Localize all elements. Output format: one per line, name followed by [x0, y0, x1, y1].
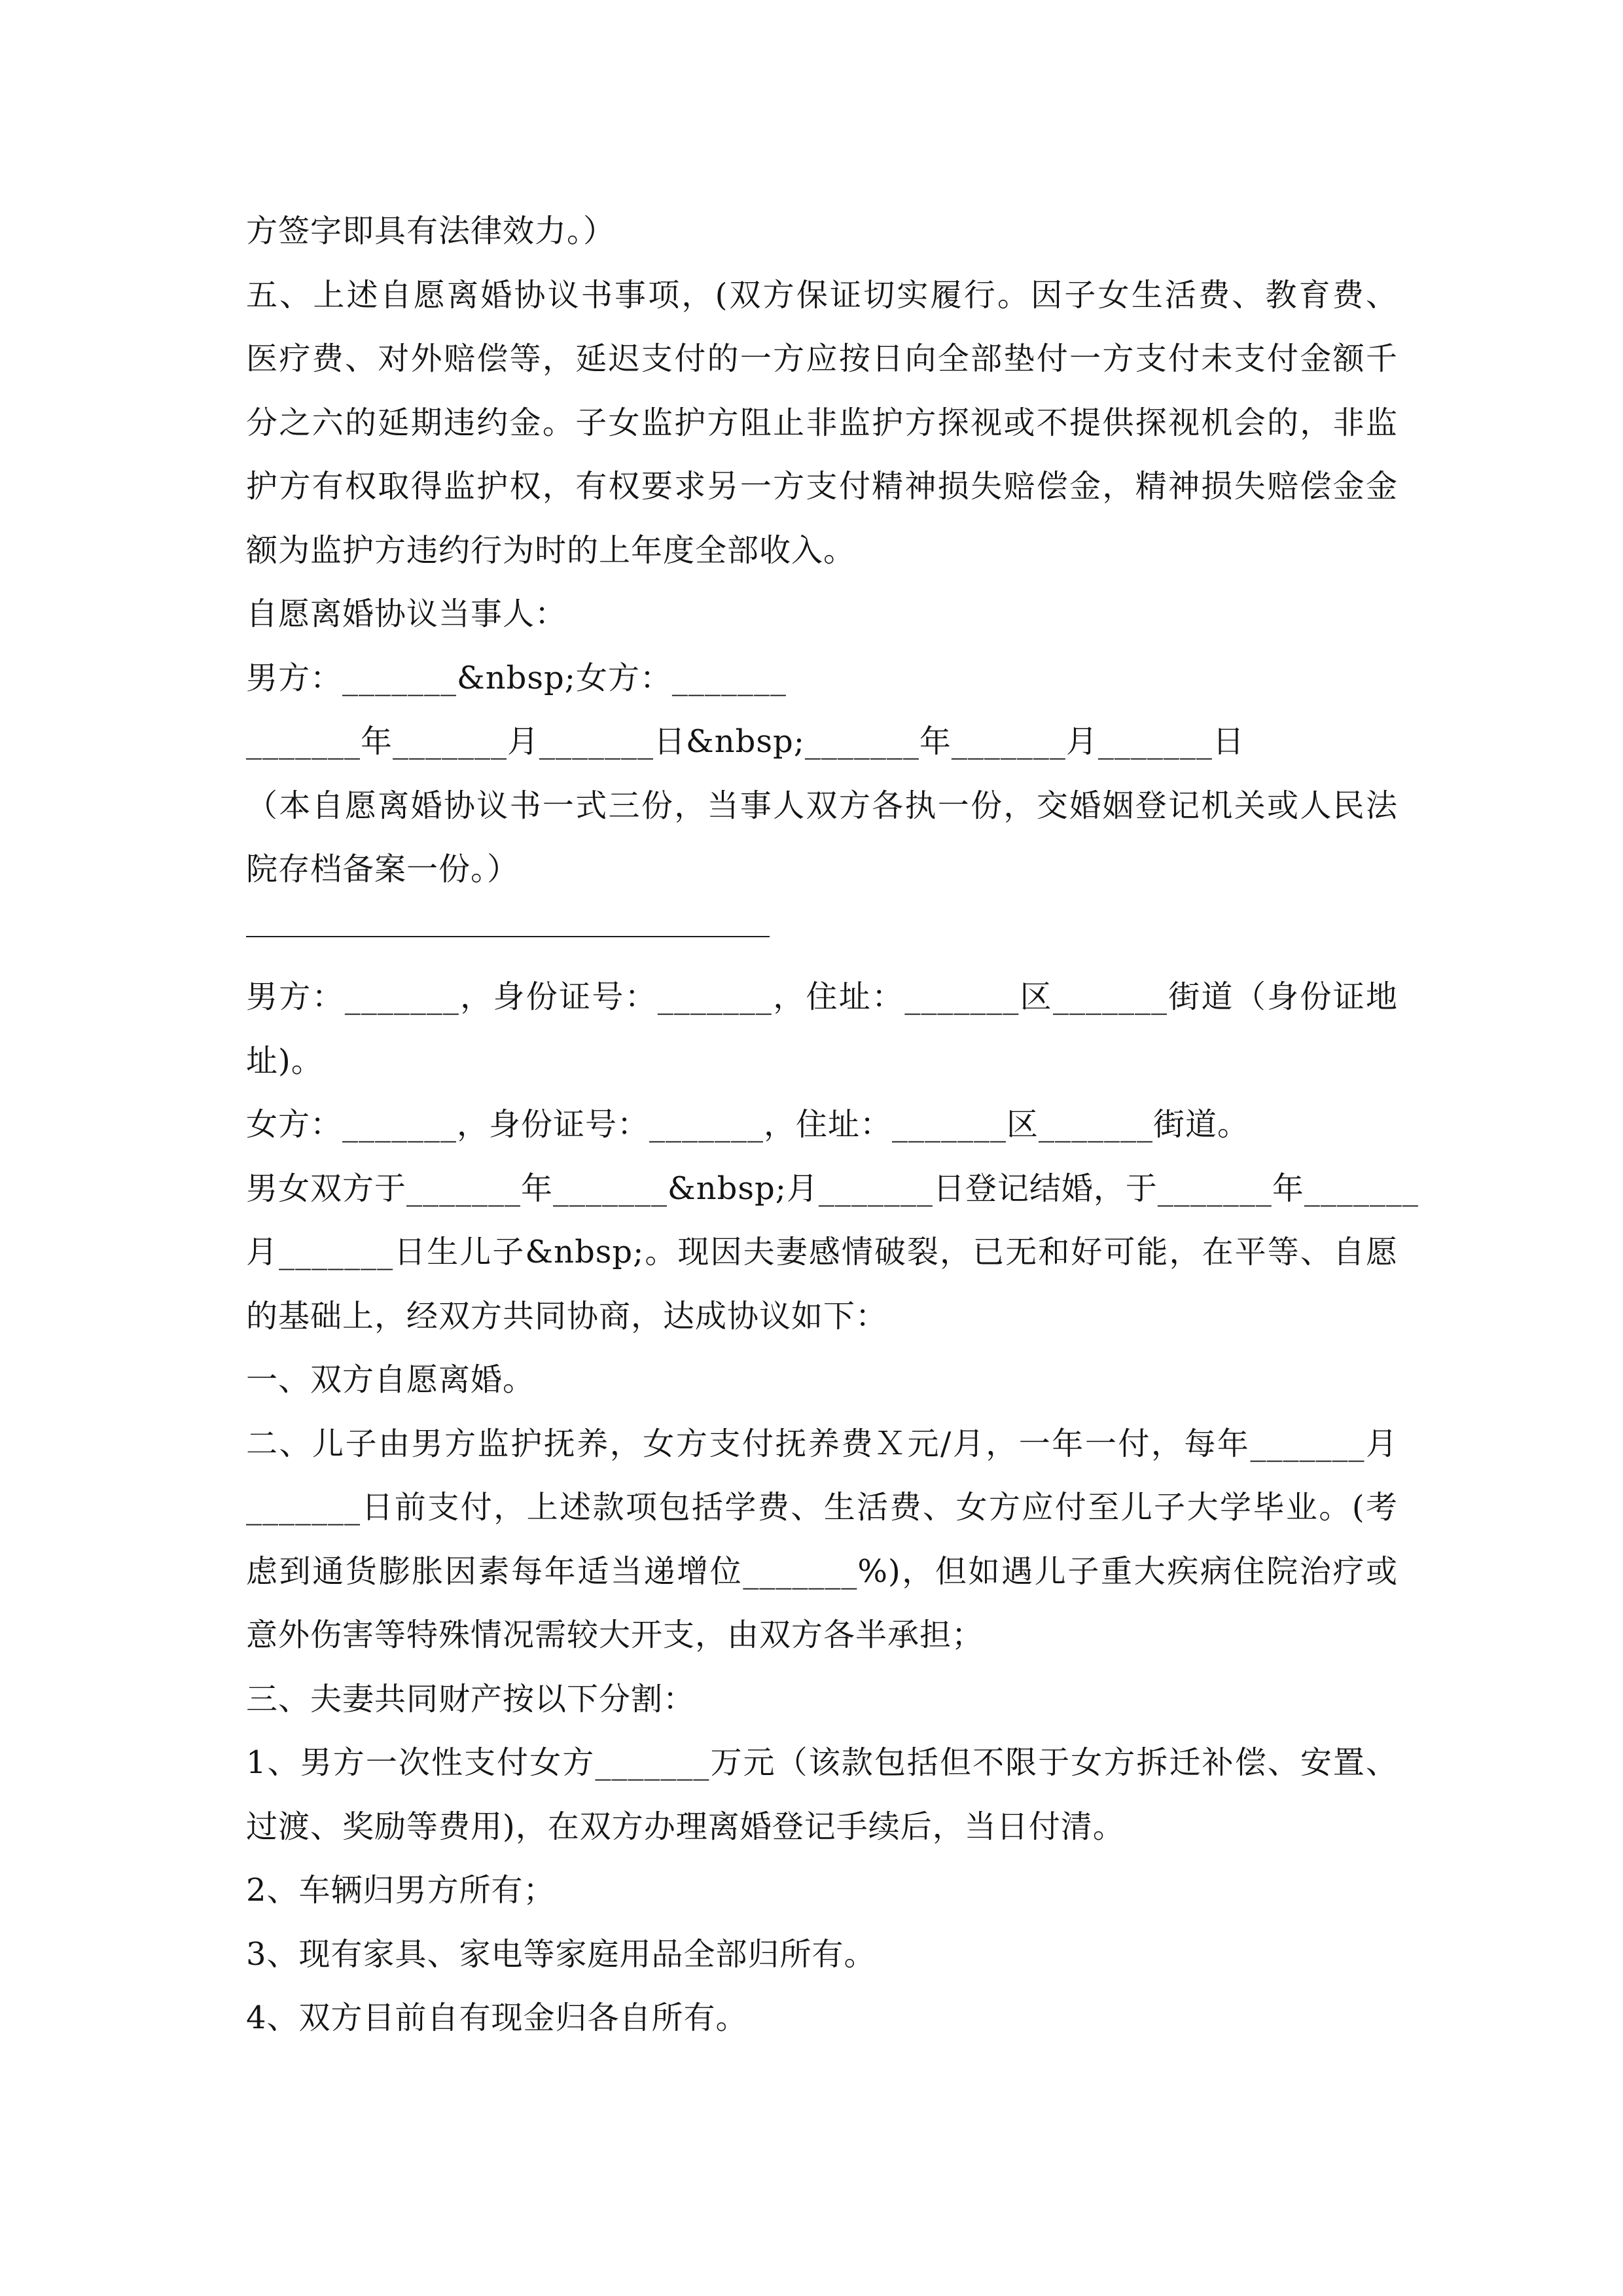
text-line: 址)。	[246, 1042, 323, 1079]
text-line: 过渡、奖励等费用)，在双方办理离婚登记手续后，当日付清。	[246, 1808, 1125, 1845]
text-line: 男女双方于_______年_______&nbsp;月_______日登记结婚，于_______年_______	[246, 1170, 1419, 1207]
text-line: 意外伤害等特殊情况需较大开支，由双方各半承担；	[246, 1617, 984, 1653]
text-line: 自愿离婚协议当事人：	[246, 596, 567, 632]
text-line: 五、上述自愿离婚协议书事项，(双方保证切实履行。因子女生活费、教育费、	[246, 276, 1398, 314]
text-line: 2、车辆归男方所有；	[246, 1872, 556, 1909]
text-line: 3、现有家具、家电等家庭用品全部归所有。	[246, 1935, 876, 1973]
text-line: （本自愿离婚协议书一式三份，当事人双方各执一份，交婚姻登记机关或人民法	[246, 787, 1398, 824]
text-line: 护方有权取得监护权，有权要求另一方支付精神损失赔偿金，精神损失赔偿金金	[246, 468, 1398, 505]
text-line: 月_______日生儿子&nbsp;。现因夫妻感情破裂，已无和好可能，在平等、自愿	[246, 1234, 1398, 1270]
text-line: _______年_______月_______日&nbsp;_______年_______月_______日	[246, 723, 1245, 760]
text-line: 额为监护方违约行为时的上年度全部收入。	[246, 531, 856, 569]
text-line: 的基础上，经双方共同协商，达成协议如下：	[246, 1297, 888, 1335]
text-line: 女方：_______，身份证号：_______，住址：_______区_______街道。	[246, 1106, 1250, 1143]
text-line: 分之六的延期违约金。子女监护方阻止非监护方探视或不提供探视机会的，非监	[246, 404, 1398, 441]
text-line: 医疗费、对外赔偿等，延迟支付的一方应按日向全部垫付一方支付未支付金额千	[246, 340, 1398, 377]
text-line: 二、儿子由男方监护抚养，女方支付抚养费Ｘ元/月，一年一付，每年_______月	[246, 1425, 1398, 1462]
text-line: 1、男方一次性支付女方_______万元（该款包括但不限于女方拆迁补偿、安置、	[246, 1744, 1398, 1781]
text-line: 方签字即具有法律效力。）	[246, 213, 616, 249]
text-line: 一、双方自愿离婚。	[246, 1361, 535, 1398]
text-line: _______日前支付，上述款项包括学费、生活费、女方应付至儿子大学毕业。(考	[246, 1489, 1398, 1526]
separator-rule	[246, 902, 770, 966]
text-line: 4、双方目前自有现金归各自所有。	[246, 2000, 748, 2036]
text-line: 男方：_______&nbsp;女方：_______	[246, 659, 787, 696]
text-line: 院存档备案一份。）	[246, 851, 520, 888]
text-line: 虑到通货膨胀因素每年适当递增位_______%)，但如遇儿子重大疾病住院治疗或	[246, 1552, 1398, 1590]
text-line: 男方：_______，身份证号：_______，住址：_______区_______街道（身份证地	[246, 978, 1398, 1015]
agreement-body	[246, 200, 1419, 2051]
text-line: 三、夫妻共同财产按以下分割：	[246, 1680, 696, 1717]
